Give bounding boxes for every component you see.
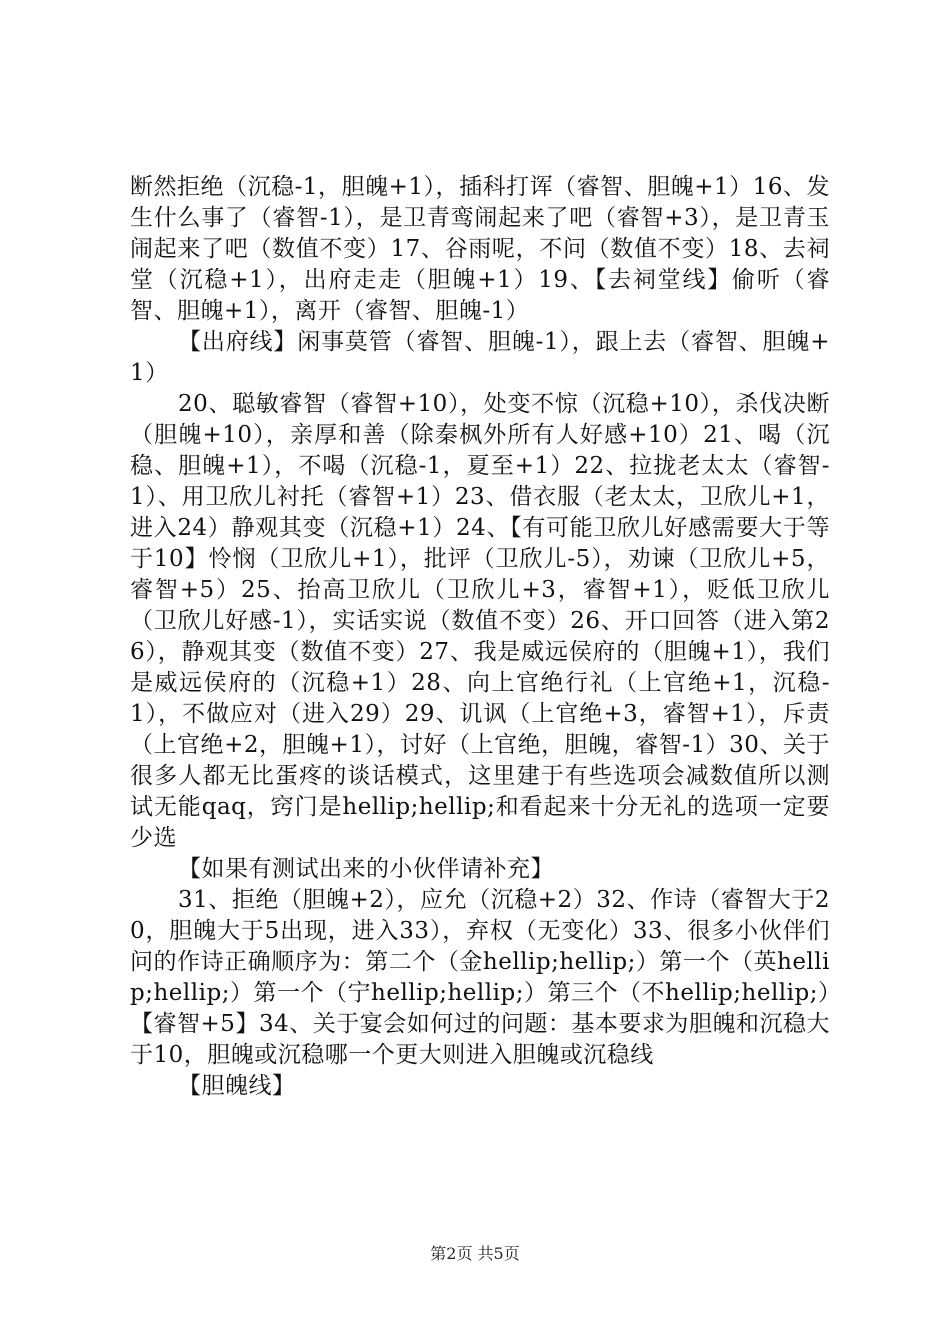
- page-number-footer: 第2页 共5页: [430, 1244, 520, 1263]
- paragraph-danpo-line-heading: 【胆魄线】: [178, 1073, 296, 1099]
- paragraph-continuation: 断然拒绝（沉稳-1，胆魄+1），插科打诨（睿智、胆魄+1）16、发生什么事了（睿智-1），是卫青鸾闹起来了吧（睿智+3），是卫青玉闹起来了吧（数值不变）17、谷雨呢，不问（数值不变）18、去祠堂（沉稳+1），出府走走（胆魄+1）19、【去祠堂线】偷听（睿智、胆魄+1），离开（睿智、胆魄-1）: [130, 174, 830, 324]
- paragraph-chufu-line: 【出府线】闲事莫管（睿智、胆魄-1），跟上去（睿智、胆魄+1）: [130, 329, 830, 386]
- paragraph-supplement-note: 【如果有测试出来的小伙伴请补充】: [178, 856, 554, 882]
- document-body: [130, 172, 830, 1102]
- paragraph-items-20-30: 20、聪敏睿智（睿智+10），处变不惊（沉稳+10），杀伐决断（胆魄+10），亲厚和善（除秦枫外所有人好感+10）21、喝（沉稳、胆魄+1），不喝（沉稳-1，夏至+1）22、拉拢老太太（睿智-1）、用卫欣儿衬托（睿智+1）23、借衣服（老太太，卫欣儿+1，进入24）静观其变（沉稳+1）24、【有可能卫欣儿好感需要大于等于10】怜悯（卫欣儿+1），批评（卫欣儿-5），劝谏（卫欣儿+5，睿智+5）25、抬高卫欣儿（卫欣儿+3，睿智+1），贬低卫欣儿（卫欣儿好感-1），实话实说（数值不变）26、开口回答（进入第26），静观其变（数值不变）27、我是威远侯府的（胆魄+1），我们是威远侯府的（沉稳+1）28、向上官绝行礼（上官绝+1，沉稳-1），不做应对（进入29）29、讥讽（上官绝+3，睿智+1），斥责（上官绝+2，胆魄+1），讨好（上官绝，胆魄，睿智-1）30、关于很多人都无比蛋疼的谈话模式，这里建于有些选项会减数值所以测试无能qaq，窍门是hellip;hellip;和看起来十分无礼的选项一定要少选: [130, 391, 830, 851]
- paragraph-items-31-34: 31、拒绝（胆魄+2），应允（沉稳+2）32、作诗（睿智大于20，胆魄大于5出现，进入33），弃权（无变化）33、很多小伙伴们问的作诗正确顺序为：第二个（金hellip;hellip;）第一个（英hellip;hellip;）第一个（宁hellip;hellip;）第三个（不hellip;hellip;）【睿智+5】34、关于宴会如何过的问题：基本要求为胆魄和沉稳大于10，胆魄或沉稳哪一个更大则进入胆魄或沉稳线: [130, 887, 830, 1068]
